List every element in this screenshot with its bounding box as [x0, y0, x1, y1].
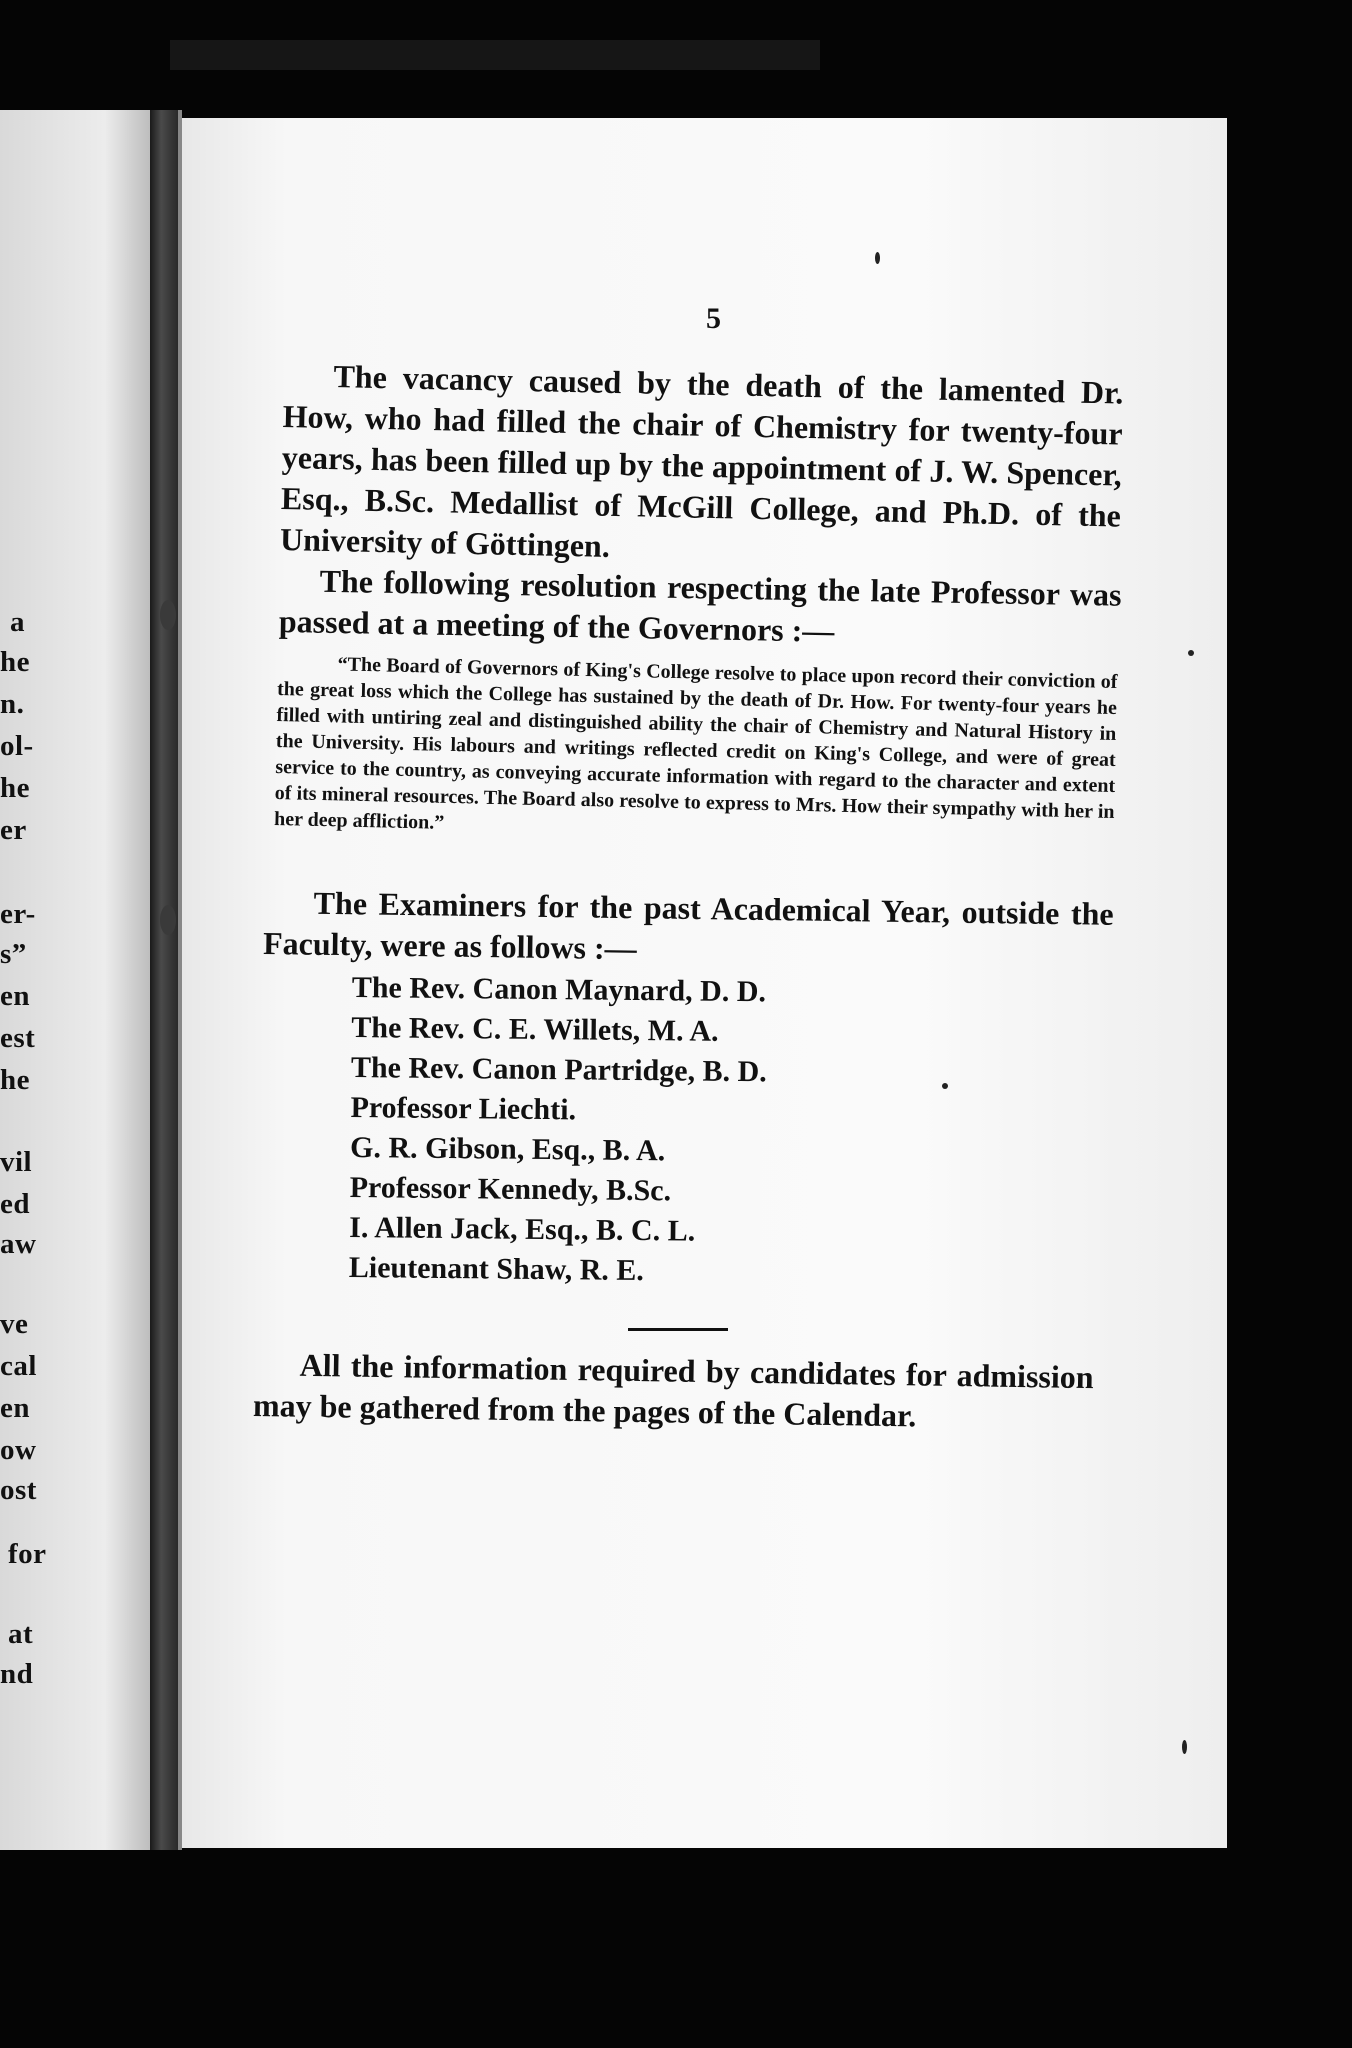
- resolution-quote: “The Board of Governors of King's College resolve to place upon record their conviction of the great loss which the College has sustained by the death of Dr. How. For twenty-four years he filled with untiring zeal and distinguished ability the chair of Chemistry and Natural History in the University. His labours and writings reflected credit on King's College, and were of great service to the country, as conveying accurate information with regard to the character and extent of its mineral resources. The Board also resolve to express to Mrs. How their sympathy with her in her deep affliction.”: [273, 653, 1118, 834]
- left-page-fragment: nd: [0, 1658, 34, 1690]
- left-page-fragment: er-: [0, 898, 36, 930]
- scan-speck: [160, 600, 176, 630]
- examiner-item: I. Allen Jack, Esq., B. C. L.: [349, 1210, 696, 1248]
- left-page-fragment: ow: [0, 1434, 37, 1466]
- left-page-fragment: n.: [0, 688, 25, 720]
- paragraph-vacancy: The vacancy caused by the death of the lamented Dr. How, who had filled the chair of Chemistry for twenty-four years, has been filled up by the appointment of J. W. Spencer, Esq., B.Sc. Medallist of McGill College, and Ph.D. of the University of Göttingen.: [279, 358, 1124, 564]
- left-page-fragment: ed: [0, 1188, 30, 1220]
- examiners-list: [349, 968, 952, 1294]
- examiner-item: Professor Kennedy, B.Sc.: [349, 1170, 672, 1208]
- examiner-item: The Rev. C. E. Willets, M. A.: [351, 1010, 719, 1048]
- scan-speck: [875, 252, 880, 264]
- examiner-item: G. R. Gibson, Esq., B. A.: [349, 1130, 666, 1168]
- scan-speck: [160, 905, 176, 935]
- left-page-fragment: a: [10, 606, 25, 638]
- left-page-fragment: cal: [0, 1350, 37, 1382]
- paragraph-examiners-intro: The Examiners for the past Academical Year, outside the Faculty, were as follows :—: [262, 884, 1114, 967]
- left-page-fragment: est: [0, 1022, 36, 1054]
- scan-speck: [1188, 650, 1194, 656]
- left-page-fragment: he: [0, 772, 30, 804]
- left-page-fragment: ol-: [0, 730, 34, 762]
- left-page-fragment: en: [0, 980, 30, 1012]
- scan-speck: [942, 1083, 948, 1089]
- scan-border-top: [170, 40, 820, 70]
- left-page-fragment: ost: [0, 1474, 37, 1506]
- left-page-fragment: he: [0, 646, 30, 678]
- left-page-fragment: aw: [0, 1228, 37, 1260]
- left-page: [0, 110, 150, 1850]
- left-page-fragment: for: [8, 1538, 47, 1570]
- examiner-item: The Rev. Canon Partridge, B. D.: [350, 1050, 767, 1089]
- left-page-fragment: he: [0, 1064, 30, 1096]
- section-divider: [628, 1328, 728, 1331]
- examiner-item: Professor Liechti.: [350, 1090, 577, 1127]
- page-number: 5: [706, 302, 721, 335]
- paragraph-admission: All the information required by candidates for admission may be gathered from the pages of the Calendar.: [252, 1346, 1094, 1434]
- examiner-item: The Rev. Canon Maynard, D. D.: [351, 970, 767, 1009]
- left-page-fragment: vil: [0, 1146, 33, 1178]
- left-page-fragment: at: [8, 1618, 34, 1650]
- examiner-item: Lieutenant Shaw, R. E.: [348, 1250, 645, 1288]
- left-page-fragment: en: [0, 1392, 30, 1424]
- book-spine: [150, 110, 178, 1850]
- paragraph-resolution-intro: The following resolution respecting the late Professor was passed at a meeting of the Governors :—: [278, 562, 1122, 649]
- left-page-fragment: ve: [0, 1308, 29, 1340]
- left-page-fragment: s”: [0, 938, 27, 970]
- left-page-fragment: er: [0, 814, 27, 846]
- scan-speck: [1182, 1740, 1187, 1754]
